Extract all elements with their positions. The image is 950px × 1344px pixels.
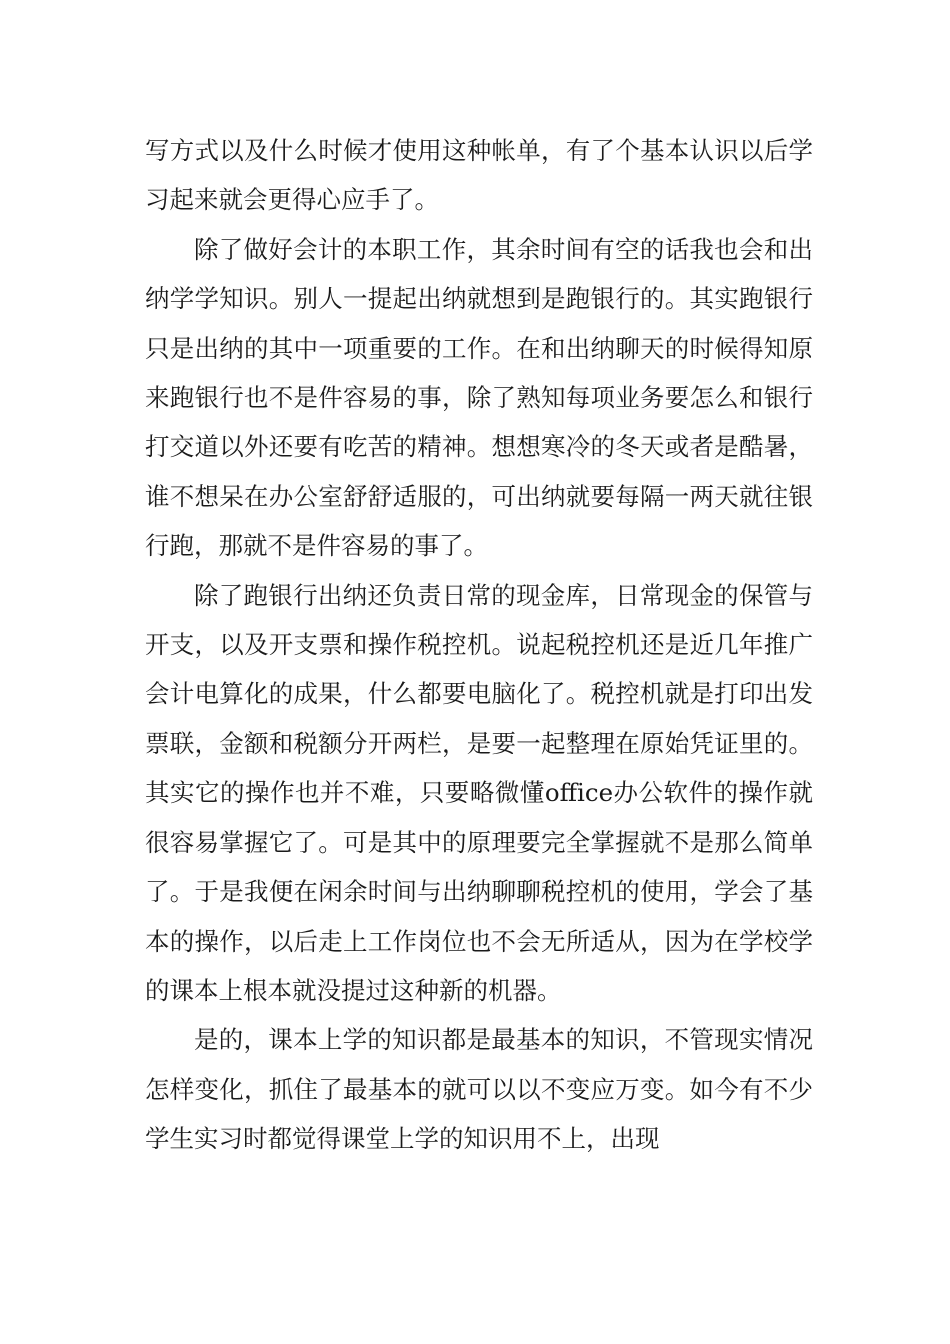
paragraph-tax-control-machine: 除了跑银行出纳还负责日常的现金库，日常现金的保管与开支，以及开支票和操作税控机。说起税控机还是近几年推广会计电算化的成果，什么都要电脑化了。税控机就是打印出发票联，金额和税额分开两栏，是要一起整理在原始凭证里的。其实它的操作也并不难，只要略微懂office办公软件的操作就很容易掌握它了。可是其中的原理要完全掌握就不是那么简单了。于是我便在闲余时间与出纳聊聊税控机的使用，学会了基本的操作，以后走上工作岗位也不会无所适从，因为在学校学的课本上根本就没提过这种新的机器。	[145, 580, 813, 1005]
paragraph-cashier-banking: 除了做好会计的本职工作，其余时间有空的话我也会和出纳学学知识。别人一提起出纳就想到是跑银行的。其实跑银行只是出纳的其中一项重要的工作。在和出纳聊天的时候得知原来跑银行也不是件容易的事，除了熟知每项业务要怎么和银行打交道以外还要有吃苦的精神。想想寒冷的冬天或者是酷暑，谁不想呆在办公室舒舒适服的，可出纳就要每隔一两天就往银行跑，那就不是件容易的事了。	[145, 234, 813, 561]
paragraph-textbook-knowledge: 是的，课本上学的知识都是最基本的知识，不管现实情况怎样变化，抓住了最基本的就可以以不变应万变。如今有不少学生实习时都觉得课堂上学的知识用不上，出现	[145, 1025, 813, 1154]
document-body	[145, 126, 813, 1164]
paragraph-continuation: 写方式以及什么时候才使用这种帐单，有了个基本认识以后学习起来就会更得心应手了。	[145, 136, 813, 215]
